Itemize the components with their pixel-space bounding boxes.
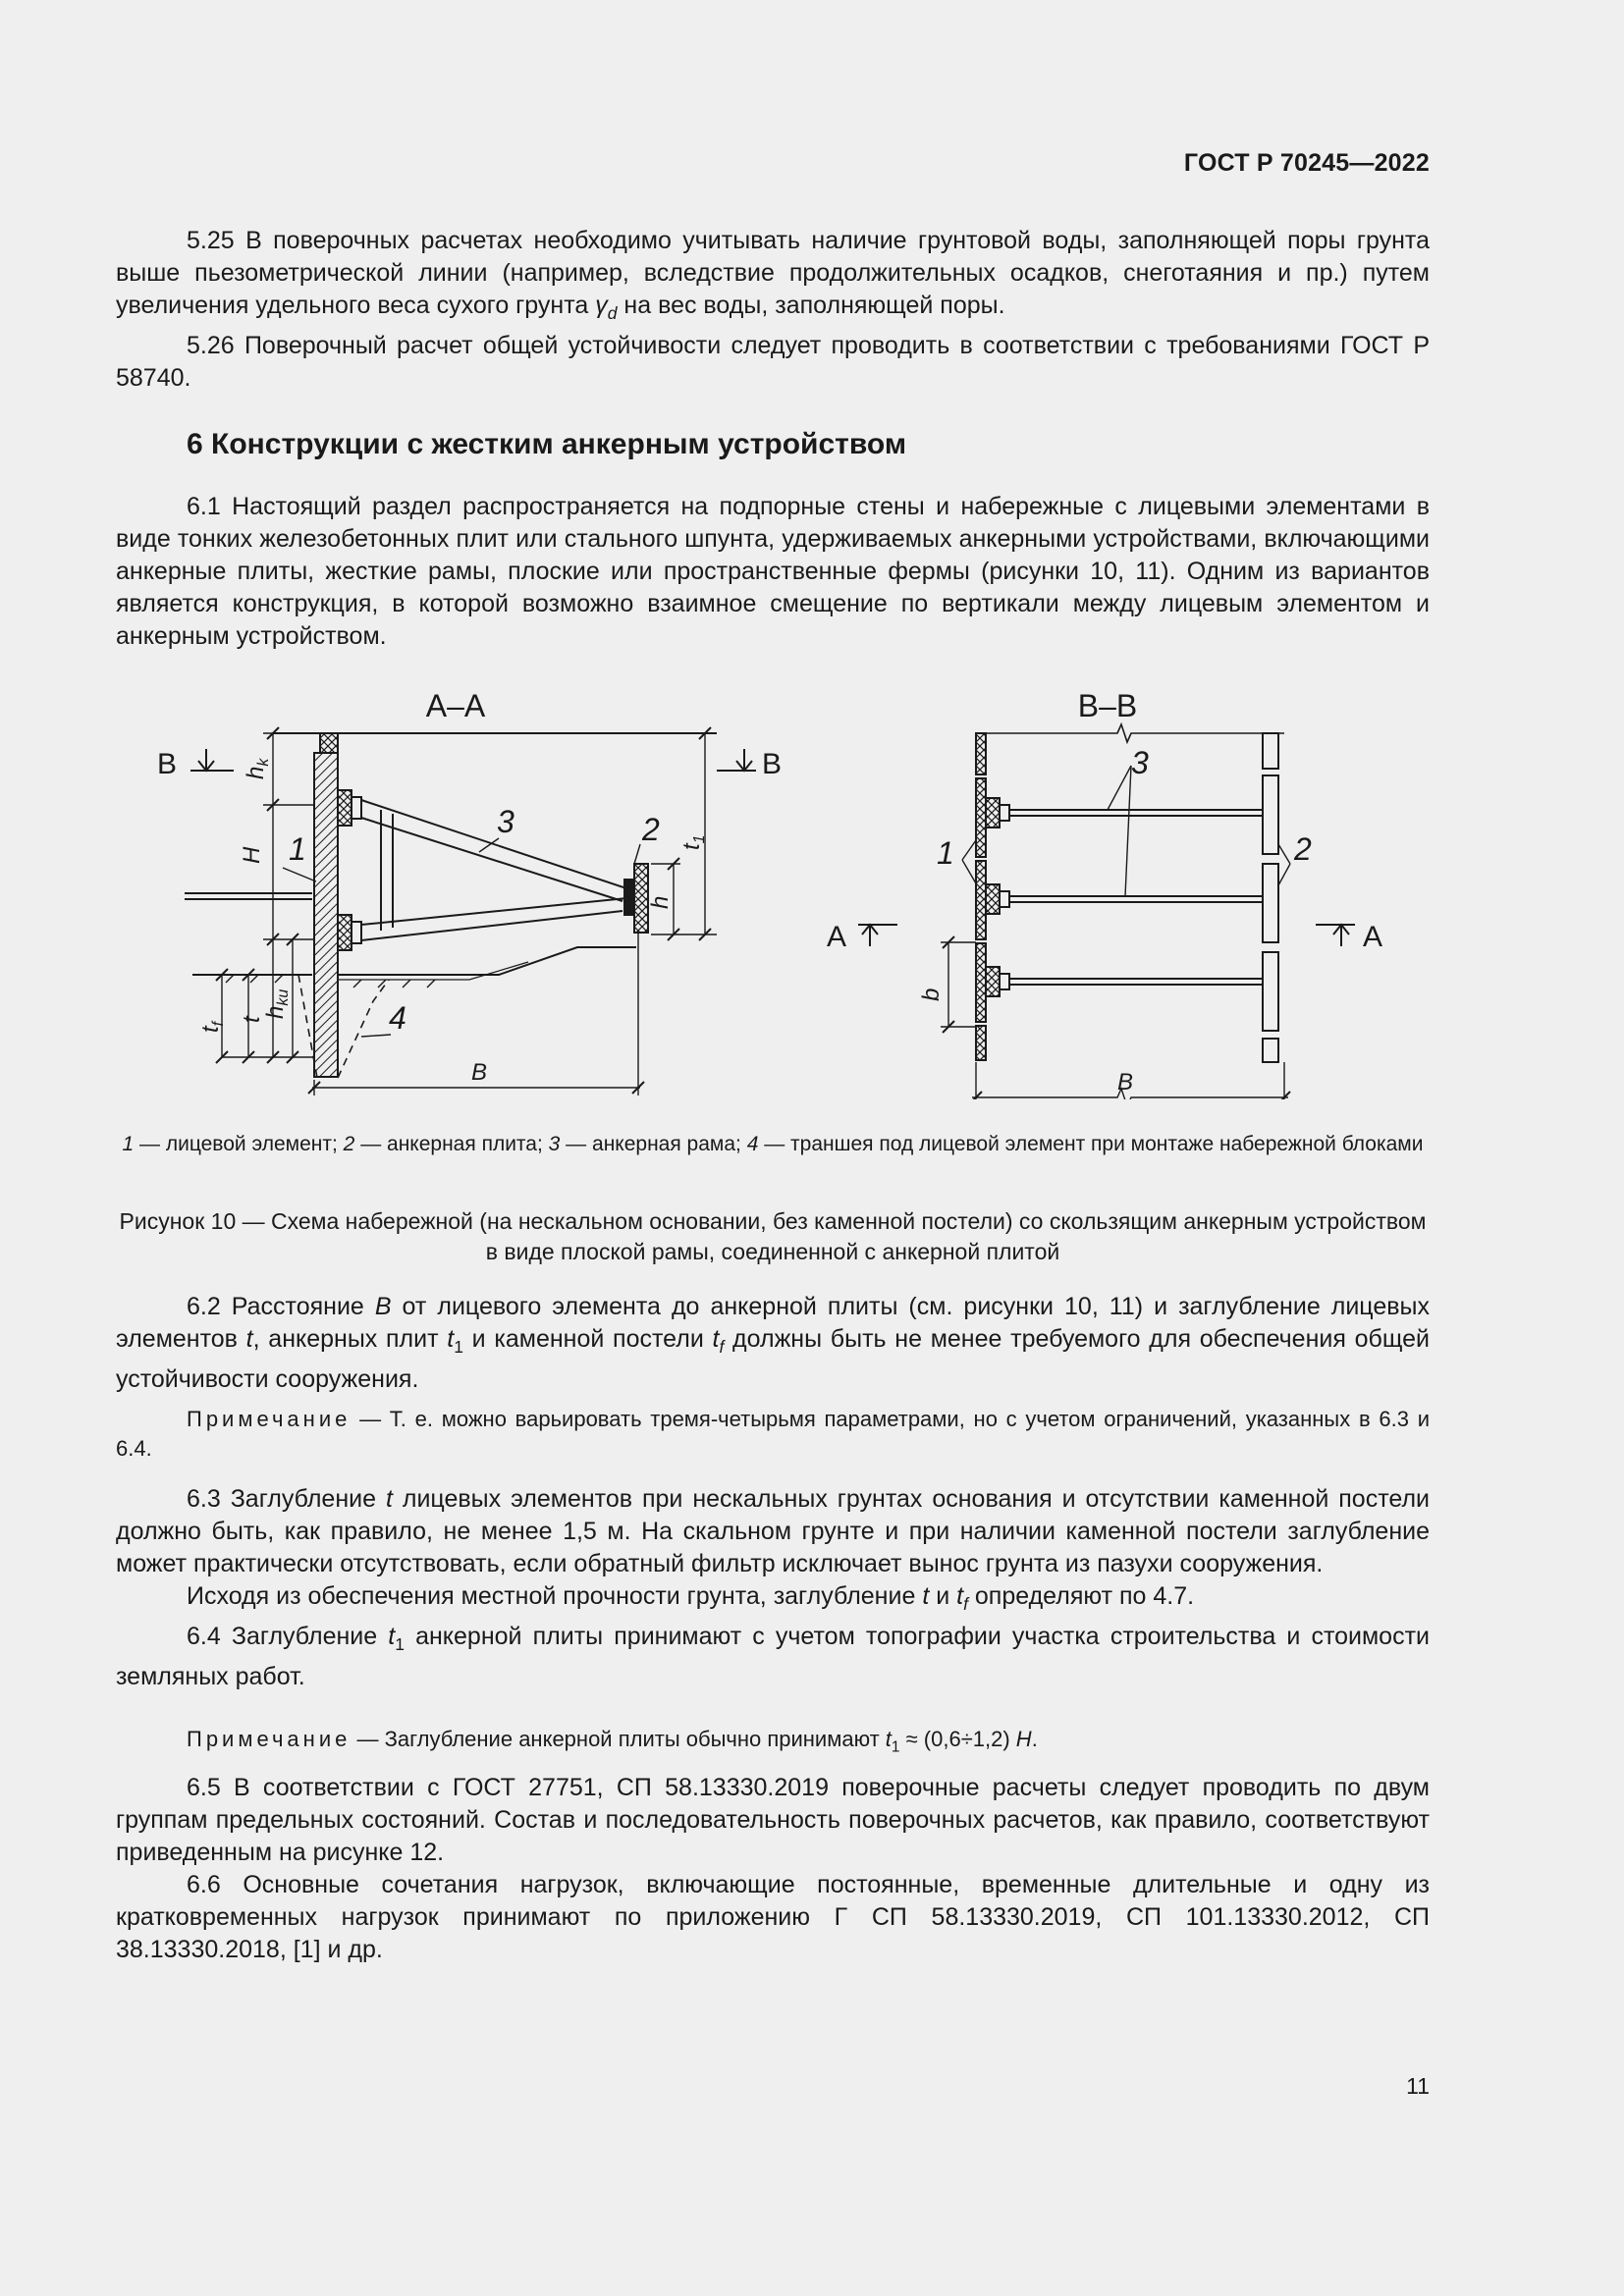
paragraph-6-3: 6.3 Заглубление t лицевых элементов при нескальных грунтах основания и отсутствии каменной постели должно быть, как правило, не менее 1,5 м. На скальном грунте и при наличии каменной постели заглубление может практически отсутствовать, если обратный фильтр исключает вынос грунта из пазухи сооружения. [116,1485,1431,1577]
document-id-header: ГОСТ Р 70245—2022 [1183,149,1430,177]
callout-2-right: 2 [1294,831,1312,867]
paragraph-6-6: 6.6 Основные сочетания нагрузок, включающие постоянные, временные длительные и одну из кратковременных нагрузок принимают по приложению Г СП 58.13330.2019, СП 101.13330.2012, СП 38.13330.2018, [1] и др. [116,1871,1430,1963]
paragraph-5-25: 5.25 В поверочных расчетах необходимо учитывать наличие грунтовой воды, заполняющей поры грунта выше пьезометрической линии (например, вследствие продолжительных осадков, снеготаяния и пр.) путем увеличения удельного веса сухого грунта $\gamma_d$ на вес воды, заполняющей поры. [116,227,1430,323]
paragraph-5-26: 5.26 Поверочный расчет общей устойчивости следует проводить в соответствии с требованиями ГОСТ Р 58740. [116,332,1430,392]
page-number: 11 [1406,2073,1430,2099]
clause-6-5-6-6 [116,1772,1430,1966]
clause-5-25-26 [116,225,1430,395]
paragraph-6-5: 6.5 В соответствии с ГОСТ 27751, СП 58.13330.2019 поверочные расчеты следует проводить по двум группам предельных состояний. Состав и последовательность поверочных расчетов, как правило, соответствуют приведенным на рисунке 12. [116,1774,1430,1866]
clause-6-1 [116,491,1430,653]
section-aa-title: А–А [425,688,486,723]
section-marker-a-right: А [1363,921,1383,953]
figure-10-diagram [116,667,1430,1099]
callout-4-left: 4 [389,1000,406,1036]
note-2 [116,1725,1430,1762]
dim-t-label: t [239,1016,265,1023]
callout-1-left: 1 [289,831,306,867]
dim-b-label: b [918,988,945,1001]
note-1 [116,1405,1430,1464]
section-bb-title: В–В [1077,688,1138,723]
dim-h-label: h [647,895,674,909]
clause-6-2 [116,1291,1430,1396]
section-marker-b-left: В [157,748,178,780]
section-marker-b-right: В [762,748,783,780]
callout-1-right: 1 [937,835,954,871]
paragraph-6-2: 6.2 Расстояние В от лицевого элемента до анкерной плиты (см. рисунки 10, 11) и заглубление лицевых элементов t, анкерных плит $t_1$ и каменной постели $t_f$ должны быть не менее требуемого для обеспечения общей устойчивости сооружения. [116,1293,1430,1393]
paragraph-6-4: 6.4 Заглубление $t_1$ анкерной плиты принимают с учетом топографии участка строительства и стоимости земляных работ. [116,1623,1430,1690]
figure-10-caption: Рисунок 10 — Схема набережной (на нескальном основании, без каменной постели) со скользящим анкерным устройством в виде плоской рамы, соединенной с анкерной плитой [119,1208,1427,1264]
paragraph-6-3-local-strength: Исходя из обеспечения местной прочности грунта, заглубление t и $t_f$ определяют по 4.7. [187,1582,1195,1614]
dim-B-label-left: B [471,1059,488,1086]
section-6-title: 6 Конструкции с жестким анкерным устройством [187,428,907,460]
callout-3-left: 3 [497,804,514,839]
note-2-text: Примечание — Заглубление анкерной плиты обычно принимают $t_1 \approx (0,6\div 1,2)$ H. [187,1727,1038,1756]
paragraph-6-1: 6.1 Настоящий раздел распространяется на подпорные стены и набережные с лицевыми элементами в виде тонких железобетонных плит или стального шпунта, удерживаемых анкерными устройствами, включающими анкерные плиты, жесткие рамы, плоские или пространственные фермы (рисунки 10, 11). Одним из вариантов является конструкция, в которой возможно взаимное смещение по вертикали между лицевым элементом и анкерным устройством. [116,493,1430,650]
note-1-text: Примечание — Т. е. можно варьировать тремя-четырьмя параметрами, но с учетом ограничений, указанных в 6.3 и 6.4. [116,1407,1430,1461]
dim-tf-label: $t_f$ [197,1021,227,1033]
callout-3-right: 3 [1131,745,1149,780]
callout-2-left: 2 [642,812,660,847]
figure-10-legend: 1 — лицевой элемент; 2 — анкерная плита; 3 — анкерная рама; 4 — траншея под лицевой элемент при монтаже набережной блоками [122,1133,1424,1155]
dim-t1-label: $t_1$ [678,834,708,850]
clause-6-3-6-4 [116,1483,1430,1693]
section-marker-a-left: А [827,921,847,953]
dim-B-label-right: B [1117,1069,1134,1095]
dim-H-label: H [239,846,265,864]
dim-hk-label: $h_k$ [243,758,272,779]
dim-hku-label: $h_{ku}$ [262,988,292,1019]
